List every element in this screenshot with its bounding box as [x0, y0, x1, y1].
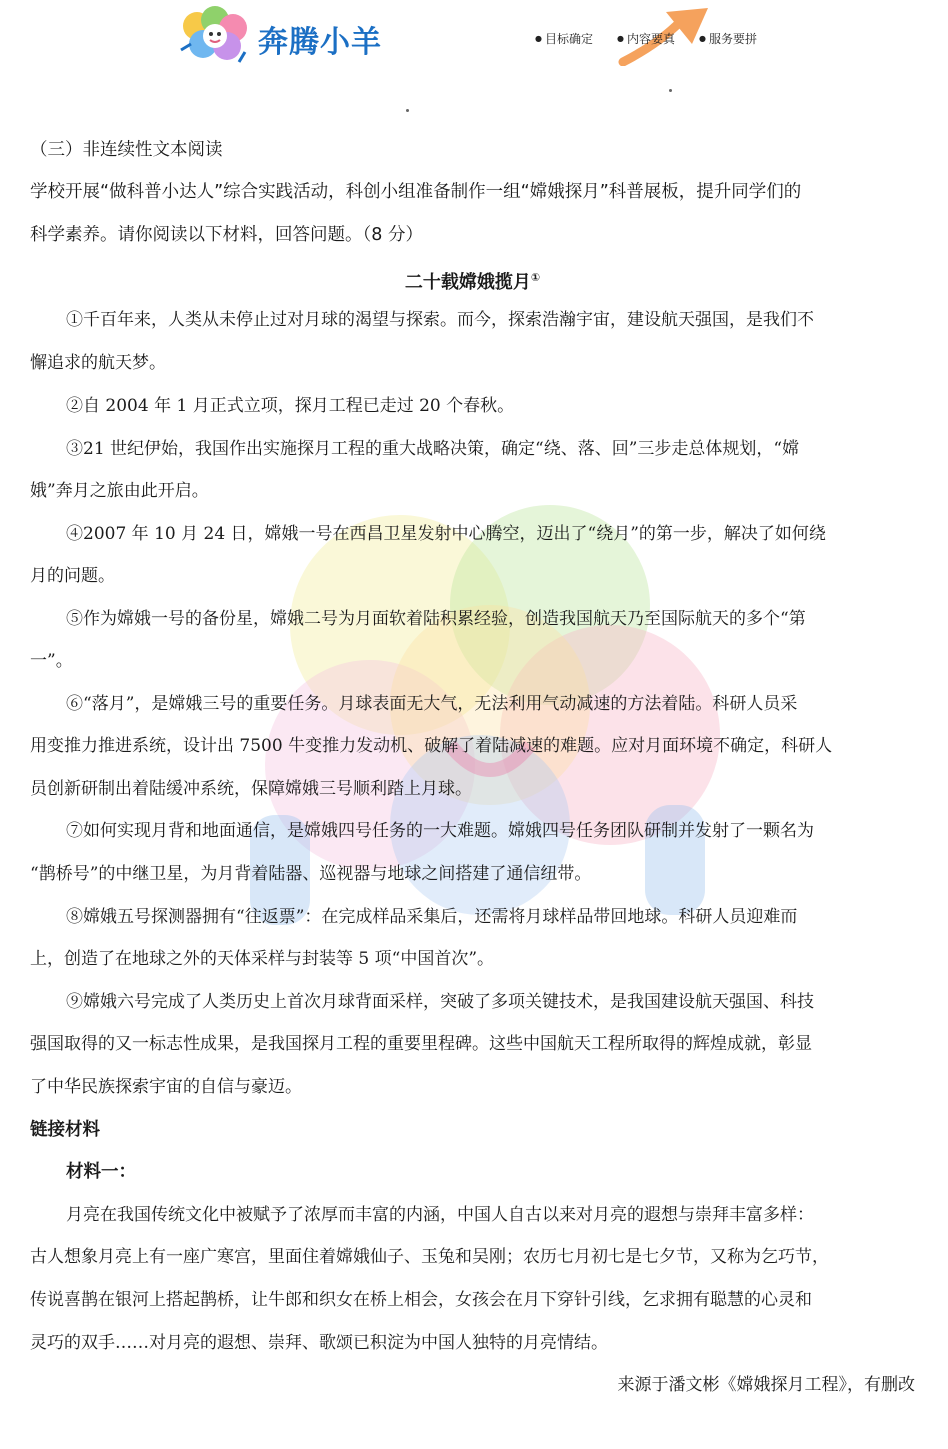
- footnote-marker: ①: [530, 271, 541, 284]
- paragraph-line: 强国取得的又一标志性成果，是我国探月工程的重要里程碑。这些中国航天工程所取得的辉煌成就，彰显: [30, 1034, 812, 1054]
- paragraph-line: 灵巧的双手……对月亮的遐想、崇拜、歌颂已积淀为中国人独特的月亮情结。: [30, 1333, 608, 1353]
- article-title: [30, 258, 915, 298]
- intro-line: 科学素养。请你阅读以下材料，回答问题。（8 分）: [30, 225, 423, 245]
- intro-line: 学校开展“做科普小达人”综合实践活动，科创小组准备制作一组“嫦娥探月”科普展板，提升同学们的: [30, 182, 802, 202]
- paragraph-line: 上，创造了在地球之外的天体采样与封装等 5 项“中国首次”。: [30, 949, 495, 969]
- paragraph-line: 娥”奔月之旅由此开启。: [30, 481, 209, 501]
- paragraph-line: 了中华民族探索宇宙的自信与豪迈。: [30, 1077, 302, 1097]
- paragraph-line: 古人想象月亮上有一座广寒宫，里面住着嫦娥仙子、玉兔和吴刚；农历七月初七是七夕节，又称为乞巧节，: [30, 1247, 829, 1267]
- paragraph-line: “鹊桥号”的中继卫星，为月背着陆器、巡视器与地球之间搭建了通信纽带。: [30, 864, 592, 884]
- link-material-title: 链接材料: [30, 1120, 100, 1140]
- paragraph-line: 月亮在我国传统文化中被赋予了浓厚而丰富的内涵，中国人自古以来对月亮的遐想与崇拜丰富多样：: [66, 1205, 814, 1225]
- paragraph-line: 用变推力推进系统，设计出 7500 牛变推力发动机、破解了着陆减速的难题。应对月面环境不确定，科研人: [30, 736, 833, 756]
- brand-name: 奔腾小羊: [258, 25, 382, 60]
- page-header: [0, 0, 948, 110]
- paragraph-line: ⑤作为嫦娥一号的备份星，嫦娥二号为月面软着陆积累经验，创造我国航天乃至国际航天的多个“第: [66, 609, 806, 629]
- slogan-tags: [535, 30, 757, 47]
- paragraph-line: ③21 世纪伊始，我国作出实施探月工程的重大战略决策，确定“绕、落、回”三步走总体规划，“嫦: [66, 439, 800, 459]
- paragraph-line: 员创新研制出着陆缓冲系统，保障嫦娥三号顺利踏上月球。: [30, 779, 472, 799]
- paragraph-line: 月的问题。: [30, 566, 115, 586]
- paragraph-line: 一”。: [30, 651, 73, 671]
- source-citation: 来源于潘文彬《嫦娥探月工程》，有删改: [617, 1375, 915, 1395]
- paragraph-line: 传说喜鹊在银河上搭起鹊桥，让牛郎和织女在桥上相会，女孩会在月下穿针引线，乞求拥有聪慧的心灵和: [30, 1290, 812, 1310]
- paragraph-line: ⑥“落月”，是嫦娥三号的重要任务。月球表面无大气，无法利用气动减速的方法着陆。科研人员采: [66, 694, 798, 714]
- paragraph-line: ⑦如何实现月背和地面通信，是嫦娥四号任务的一大难题。嫦娥四号任务团队研制并发射了一颗名为: [66, 821, 814, 841]
- slogan-tag: ● 服务要拼: [699, 30, 757, 47]
- slogan-tag: ● 内容要真: [617, 30, 675, 47]
- paragraph-line: ②自 2004 年 1 月正式立项，探月工程已走过 20 个春秋。: [66, 396, 515, 416]
- paragraph-line: ⑧嫦娥五号探测器拥有“往返票”：在完成样品采集后，还需将月球样品带回地球。科研人员迎难而: [66, 907, 798, 927]
- section-title: （三）非连续性文本阅读: [30, 140, 223, 160]
- speck: [669, 89, 672, 92]
- sheep-logo-icon: [175, 4, 255, 68]
- paragraph-line: ⑨嫦娥六号完成了人类历史上首次月球背面采样，突破了多项关键技术，是我国建设航天强国、科技: [66, 992, 814, 1012]
- slogan-tag: ● 目标确定: [535, 30, 593, 47]
- paragraph-line: 懈追求的航天梦。: [30, 353, 166, 373]
- paragraph-line: ④2007 年 10 月 24 日，嫦娥一号在西昌卫星发射中心腾空，迈出了“绕月”的第一步，解决了如何绕: [66, 524, 826, 544]
- material-one-title: 材料一：: [66, 1162, 136, 1182]
- article-title-text: 二十载嫦娥揽月: [404, 272, 531, 293]
- paragraph-line: ①千百年来，人类从未停止过对月球的渴望与探索。而今，探索浩瀚宇宙，建设航天强国，是我们不: [66, 310, 814, 330]
- speck: [406, 109, 409, 112]
